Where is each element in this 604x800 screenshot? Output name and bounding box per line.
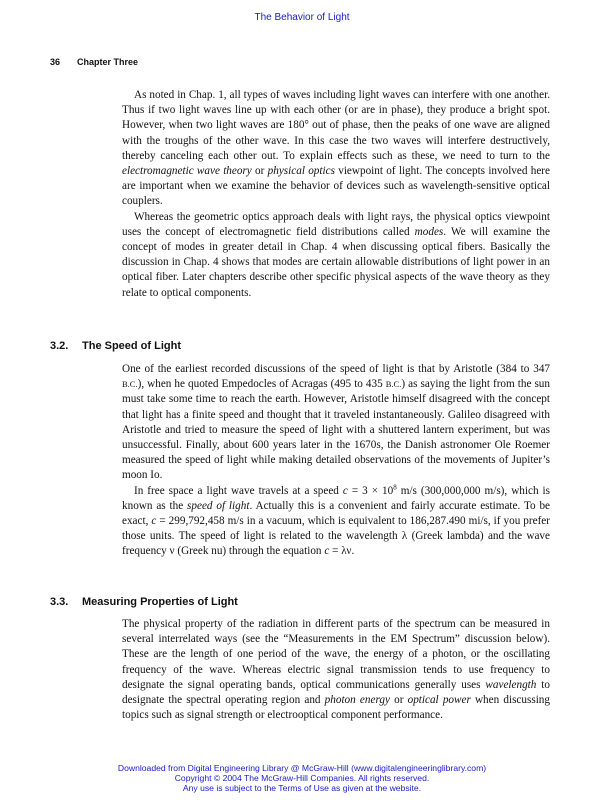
section-heading-3-3 xyxy=(50,596,238,608)
section-heading-3-2 xyxy=(50,340,181,352)
paragraph: The physical property of the radiation in different parts of the spectrum can be measured in several interrelated ways (see the “Measurements in the EM Spectrum” discussion below). These are the length of one period of the wave, the energy of a photon, or the oscillating frequency of the wave. Whereas electric signal transmission tends to use frequency to designate the signal operating bands, optical communications generally uses wavelength to designate the spectral operating region and photon energy or optical power when discussing topics such as signal strength or electrooptical component performance. xyxy=(122,618,551,722)
paragraph: As noted in Chap. 1, all types of waves including light waves can interfere with one another. Thus if two light waves line up with each other (or are in phase), they produce a bright spot. However, when two light waves are 180° out of phase, then the peaks of one wave are aligned with the troughs of the other wave. In this case the two waves will interfere destructively, thereby canceling each other out. To explain effects such as these, we need to turn to the electromagnetic wave theory or physical optics viewpoint of light. The concepts involved here are important when we examine the behavior of devices such as wavelength-sensitive optical couplers. xyxy=(122,89,550,208)
running-head xyxy=(50,57,138,67)
paragraph: In free space a light wave travels at a speed $c = 3 \times 10^8$ m/s (300,000,000 m/s), which is known as the speed of light. Actually this is a convenient and fairly accurate estimate. To be exact, c = 299,792,458 m/s in a vacuum, which is equivalent to 186,287.490 mi/s, if you prefer those units. The speed of light is related to the wavelength λ (Greek lambda) and the wave frequency ν (Greek nu) through the equation c = λν. xyxy=(122,482,551,558)
top-link[interactable]: The Behavior of Light xyxy=(254,12,350,23)
paragraph: One of the earliest recorded discussions of the speed of light is that by Aristotle (384 to 347 B.C.), when he quoted Empedocles of Acragas (495 to 435 B.C.) as saying the light from the sun must take some time to reach the earth. However, Aristotle himself disagreed with the concept that light has a finite speed and thought that it traveled instantaneously. Galileo disagreed with Aristotle and tried to measure the speed of light with a shuttered lantern experiment, but was unsuccessful. Finally, about 600 years later in the 1670s, the Danish astronomer Ole Roemer measured the speed of light while making detailed observations of the movements of Jupiter’s moon Io. xyxy=(122,363,550,482)
footer-copyright: Copyright © 2004 The McGraw-Hill Companies. All rights reserved. xyxy=(174,773,430,783)
measuring-properties-text xyxy=(122,617,550,723)
chapter-title: Chapter Three xyxy=(77,57,139,67)
section-title: Measuring Properties of Light xyxy=(82,596,238,608)
section-title: The Speed of Light xyxy=(82,340,181,352)
section-number: 3.2. xyxy=(50,340,69,352)
intro-text xyxy=(122,88,550,301)
section-number: 3.3. xyxy=(50,596,69,608)
page-number: 36 xyxy=(50,57,61,67)
footer-download-link[interactable]: Downloaded from Digital Engineering Library @ McGraw-Hill (www.digitalengineeringlibrary.com) xyxy=(117,763,487,773)
speed-of-light-text xyxy=(122,362,550,560)
paragraph: Whereas the geometric optics approach deals with light rays, the physical optics viewpoint uses the concept of electromagnetic field distributions called modes. We will examine the concept of modes in greater detail in Chap. 4 when discussing optical fibers. Basically the discussion in Chap. 4 shows that modes are certain allowable distributions of light power in an optical fiber. Later chapters describe other specific physical aspects of the wave theory as they relate to optical components. xyxy=(122,210,550,299)
footer-terms-link[interactable]: Any use is subject to the Terms of Use as given at the website. xyxy=(182,783,422,793)
footer xyxy=(0,763,604,793)
